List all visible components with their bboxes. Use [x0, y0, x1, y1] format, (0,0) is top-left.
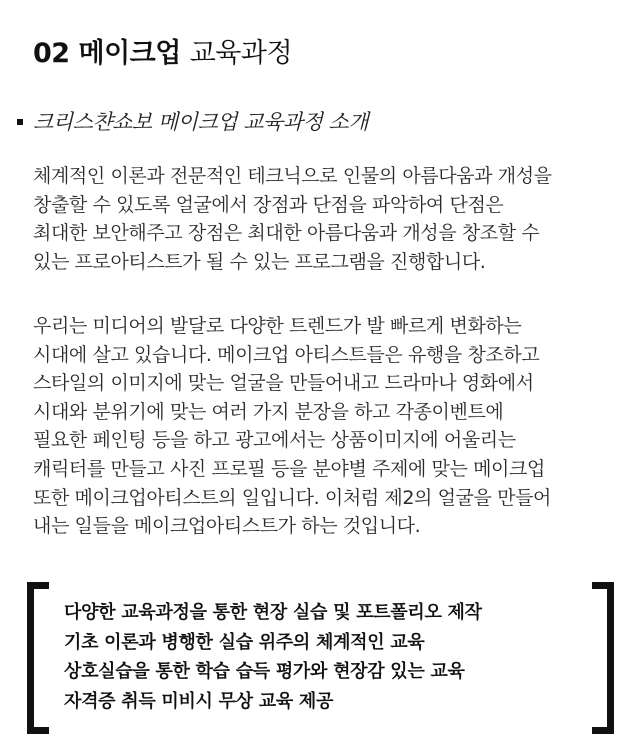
course-intro-heading: 크리스챤쇼보 메이크업 교육과정 소개: [33, 110, 369, 134]
body-line: 필요한 페인팅 등을 하고 광고에서는 상품이미지에 어울리는: [33, 429, 516, 452]
body-line: 또한 메이크업아티스트의 일입니다. 이처럼 제2의 얼굴을 만들어: [33, 486, 551, 509]
feature-item: 상호실습을 통한 학습 습득 평가와 현장감 있는 교육: [64, 661, 465, 682]
section-number: 02: [33, 38, 70, 69]
section-subtitle: 교육과정: [189, 38, 293, 69]
intro-line: 있는 프로아티스트가 될 수 있는 프로그램을 진행합니다.: [33, 250, 486, 273]
left-bracket: [27, 582, 49, 734]
intro-line: 체계적인 이론과 전문적인 테크닉으로 인물의 아름다움과 개성을: [33, 165, 552, 187]
body-line: 우리는 미디어의 발달로 다양한 트렌드가 발 빠르게 변화하는: [33, 315, 522, 337]
body-paragraph: [33, 312, 608, 541]
page-title: [33, 34, 292, 74]
right-bracket: [592, 582, 614, 734]
feature-list: [64, 598, 482, 716]
body-line: 내는 일들을 메이크업아티스트가 하는 것입니다.: [33, 515, 421, 538]
body-line: 캐릭터를 만들고 사진 프로필 등을 분야별 주제에 맞는 메이크업: [33, 457, 545, 480]
body-line: 스타일의 이미지에 맞는 얼굴을 만들어내고 드라마나 영화에서: [33, 372, 534, 395]
section-title: 메이크업: [78, 38, 181, 69]
body-line: 시대에 살고 있습니다. 메이크업 아티스트들은 유행을 창조하고: [33, 343, 540, 366]
feature-item: 자격증 취득 미비시 무상 교육 제공: [64, 690, 334, 712]
intro-line: 창출할 수 있도록 얼굴에서 장점과 단점을 파악하여 단점은: [33, 193, 504, 216]
body-line: 시대와 분위기에 맞는 여러 가지 분장을 하고 각종이벤트에: [33, 400, 504, 423]
feature-item: 다양한 교육과정을 통한 현장 실습 및 포트폴리오 제작: [64, 602, 482, 623]
bullet-square-icon: [17, 119, 23, 125]
intro-line: 최대한 보안해주고 장점은 최대한 아름다움과 개성을 창조할 수: [33, 222, 540, 245]
feature-item: 기초 이론과 병행한 실습 위주의 체계적인 교육: [64, 631, 425, 653]
intro-paragraph: [33, 162, 608, 276]
